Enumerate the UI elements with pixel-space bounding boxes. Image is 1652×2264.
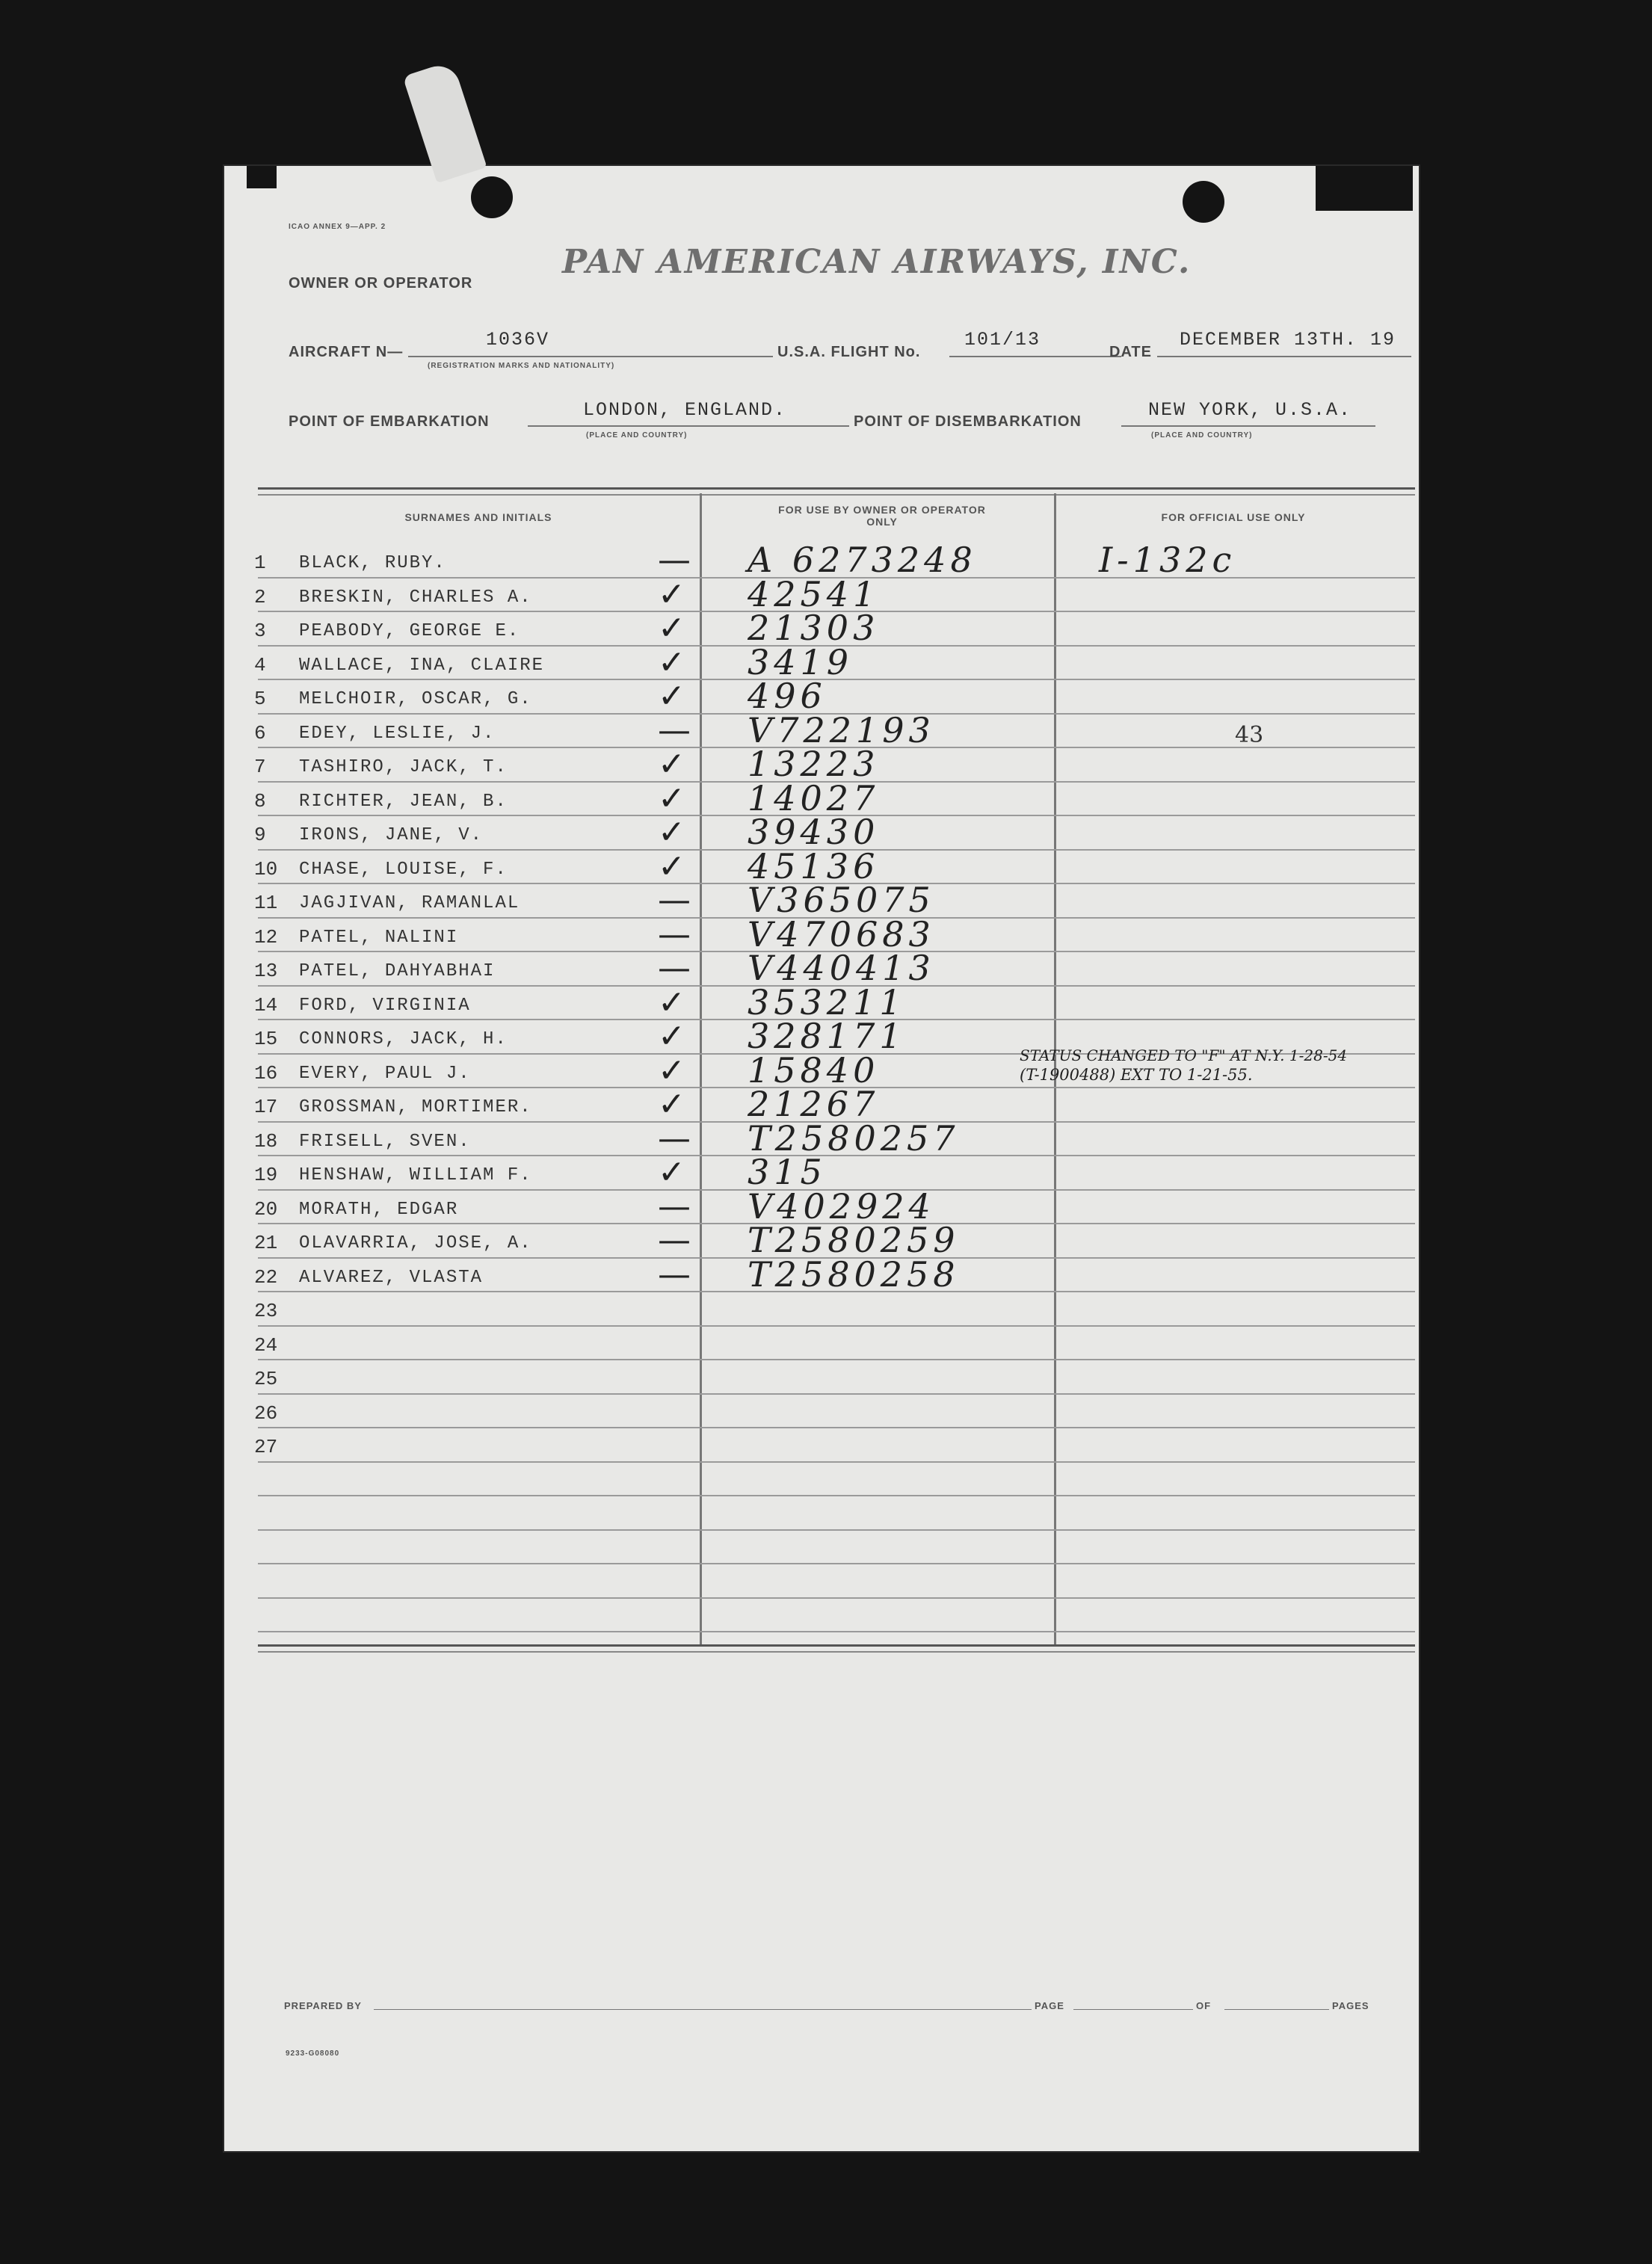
row-number: 16 — [254, 1061, 278, 1085]
passenger-name: MORATH, EDGAR — [299, 1199, 459, 1220]
document-number: 15840 — [748, 1049, 880, 1091]
punch-hole-right — [1183, 181, 1224, 223]
row-number: 14 — [254, 993, 278, 1017]
document-number: T2580259 — [748, 1220, 960, 1260]
passenger-name: CHASE, LOUISE, F. — [299, 859, 508, 880]
torn-paper-tab — [403, 61, 487, 183]
check-mark: — — [658, 949, 691, 987]
passenger-name: PATEL, NALINI — [299, 927, 459, 948]
passenger-name: PEABODY, GEORGE E. — [299, 621, 520, 641]
pages-label: PAGES — [1332, 2000, 1369, 2011]
row-number: 23 — [254, 1300, 278, 1322]
passenger-name: IRONS, JANE, V. — [299, 825, 484, 845]
check-mark: ✓ — [658, 779, 685, 818]
check-mark: ✓ — [658, 575, 685, 614]
passenger-name: PATEL, DAHYABHAI — [299, 961, 496, 981]
document-number: T2580257 — [748, 1117, 960, 1159]
document-number: 496 — [748, 676, 827, 716]
flight-label: U.S.A. FLIGHT No. — [777, 344, 921, 360]
row-number: 9 — [254, 824, 266, 846]
document-number: V470683 — [748, 913, 935, 954]
prepared-label: PREPARED BY — [284, 2000, 362, 2011]
document-number: 21267 — [748, 1084, 880, 1124]
check-mark: — — [658, 881, 691, 919]
column-header-names: SURNAMES AND INITIALS — [404, 511, 552, 523]
passenger-name: ALVAREZ, VLASTA — [299, 1267, 484, 1288]
row-number: 26 — [254, 1401, 278, 1425]
disembark-sub: (PLACE AND COUNTRY) — [1151, 431, 1253, 439]
passenger-name: RICHTER, JEAN, B. — [299, 791, 508, 812]
passenger-name: EDEY, LESLIE, J. — [299, 723, 496, 744]
document-number: 315 — [748, 1152, 827, 1192]
row-number: 4 — [254, 653, 266, 676]
disembark-label: POINT OF DISEMBARKATION — [854, 413, 1082, 430]
passenger-name: MELCHOIR, OSCAR, G. — [299, 689, 532, 709]
row-number: 12 — [254, 925, 278, 949]
check-mark: ✓ — [658, 1153, 685, 1191]
check-mark: ✓ — [658, 609, 685, 647]
page-label: PAGE — [1035, 2000, 1064, 2011]
document-number: 39430 — [748, 812, 880, 852]
embark-sub: (PLACE AND COUNTRY) — [586, 431, 688, 439]
document-number: V402924 — [748, 1185, 935, 1227]
table-bottom-border — [258, 1644, 1415, 1653]
passenger-name: TASHIRO, JACK, T. — [299, 757, 508, 777]
check-mark: — — [658, 1255, 691, 1294]
check-mark: — — [658, 1221, 691, 1259]
row-number: 7 — [254, 756, 266, 778]
check-mark: ✓ — [658, 677, 685, 715]
document-number: 3419 — [748, 641, 854, 682]
table-row-line — [258, 1529, 1415, 1531]
table-row-line — [258, 1563, 1415, 1564]
document-number: 13223 — [748, 744, 880, 784]
check-mark: — — [658, 541, 691, 579]
flight-value: 101/13 — [964, 329, 1041, 351]
table-row-line — [258, 1325, 1415, 1327]
passenger-name: FRISELL, SVEN. — [299, 1131, 471, 1152]
row-number: 11 — [254, 892, 278, 914]
document-number: 328171 — [748, 1016, 906, 1056]
column-divider — [700, 493, 702, 1644]
document-number: T2580258 — [748, 1253, 960, 1295]
row-number: 24 — [254, 1333, 278, 1357]
footer-code: 9233-G08080 — [286, 2049, 340, 2058]
row-number: 1 — [254, 552, 266, 574]
check-mark: ✓ — [658, 1017, 685, 1055]
passenger-name: HENSHAW, WILLIAM F. — [299, 1165, 532, 1185]
document-number: V440413 — [748, 948, 935, 988]
aircraft-label: AIRCRAFT N— — [289, 344, 404, 360]
check-mark: ✓ — [658, 847, 685, 886]
torn-edge — [247, 166, 277, 188]
row-number: 2 — [254, 585, 266, 608]
aircraft-sub: (REGISTRATION MARKS AND NATIONALITY) — [428, 362, 615, 370]
disembark-value: NEW YORK, U.S.A. — [1148, 399, 1352, 421]
table-row-line — [258, 1631, 1415, 1632]
column-header-operator: FOR USE BY OWNER OR OPERATOR ONLY — [778, 504, 986, 528]
status-annotation-line1: STATUS CHANGED TO "F" AT N.Y. 1-28-54 — [1020, 1046, 1348, 1064]
check-mark: ✓ — [658, 813, 685, 851]
document-number: 42541 — [748, 573, 880, 614]
table-row-line — [258, 1427, 1415, 1428]
row-number: 5 — [254, 688, 266, 710]
passenger-name: FORD, VIRGINIA — [299, 995, 471, 1016]
check-mark: — — [658, 1187, 691, 1226]
punch-hole-left — [471, 176, 513, 218]
check-mark: — — [658, 1119, 691, 1158]
passenger-name: CONNORS, JACK, H. — [299, 1029, 508, 1049]
owner-label: OWNER OR OPERATOR — [289, 275, 473, 292]
row-number: 19 — [254, 1164, 278, 1186]
passenger-name: WALLACE, INA, CLAIRE — [299, 655, 545, 676]
check-mark: ✓ — [658, 1085, 685, 1123]
row-number: 20 — [254, 1197, 278, 1221]
table-row-line — [258, 1461, 1415, 1463]
document-number: V722193 — [748, 709, 935, 750]
row-number: 25 — [254, 1368, 278, 1390]
torn-edge-right — [1316, 166, 1413, 211]
row-number: 17 — [254, 1096, 278, 1118]
aircraft-value: 1036V — [486, 329, 550, 351]
row-number: 13 — [254, 960, 278, 982]
document-number: 353211 — [748, 981, 906, 1022]
of-label: OF — [1196, 2000, 1212, 2011]
row-number: 8 — [254, 789, 266, 812]
row-number: 10 — [254, 857, 278, 880]
embark-label: POINT OF EMBARKATION — [289, 413, 490, 430]
table-row-line — [258, 1359, 1415, 1360]
row-number: 3 — [254, 620, 266, 642]
row-number: 22 — [254, 1265, 278, 1289]
official-notation: I-132c — [1099, 540, 1236, 580]
row-number: 6 — [254, 721, 266, 744]
check-mark: ✓ — [658, 643, 685, 682]
row-number: 21 — [254, 1232, 278, 1254]
document-number: 14027 — [748, 777, 880, 818]
passenger-name: OLAVARRIA, JOSE, A. — [299, 1233, 532, 1253]
date-label: DATE — [1109, 344, 1152, 360]
row-number: 15 — [254, 1028, 278, 1050]
date-value: DECEMBER 13TH. 19 — [1180, 329, 1396, 351]
check-mark: — — [658, 711, 691, 750]
document-number: V365075 — [748, 880, 935, 920]
check-mark: ✓ — [658, 745, 685, 783]
passenger-name: EVERY, PAUL J. — [299, 1063, 471, 1084]
status-annotation-line2: (T-1900488) EXT TO 1-21-55. — [1020, 1066, 1253, 1084]
document-number: 21303 — [748, 608, 880, 648]
table-row-line — [258, 1597, 1415, 1599]
check-mark: ✓ — [658, 983, 685, 1022]
table-row-line — [258, 1495, 1415, 1496]
table-top-border — [258, 487, 1415, 496]
passenger-name: BLACK, RUBY. — [299, 553, 446, 573]
check-mark: — — [658, 915, 691, 954]
table-row-line — [258, 1393, 1415, 1395]
owner-value: PAN AMERICAN AIRWAYS, INC. — [562, 243, 1192, 281]
document-number: A 6273248 — [748, 540, 977, 580]
form-id: ICAO ANNEX 9—APP. 2 — [289, 223, 386, 231]
check-mark: ✓ — [658, 1051, 685, 1090]
document-number: 45136 — [748, 845, 880, 886]
embark-value: LONDON, ENGLAND. — [583, 399, 787, 421]
row-number: 18 — [254, 1129, 278, 1153]
passenger-name: JAGJIVAN, RAMANLAL — [299, 893, 520, 913]
passenger-name: BRESKIN, CHARLES A. — [299, 587, 532, 608]
passenger-name: GROSSMAN, MORTIMER. — [299, 1097, 532, 1117]
page-number: 43 — [1235, 722, 1264, 748]
column-header-official: FOR OFFICIAL USE ONLY — [1161, 511, 1306, 523]
row-number: 27 — [254, 1436, 278, 1458]
